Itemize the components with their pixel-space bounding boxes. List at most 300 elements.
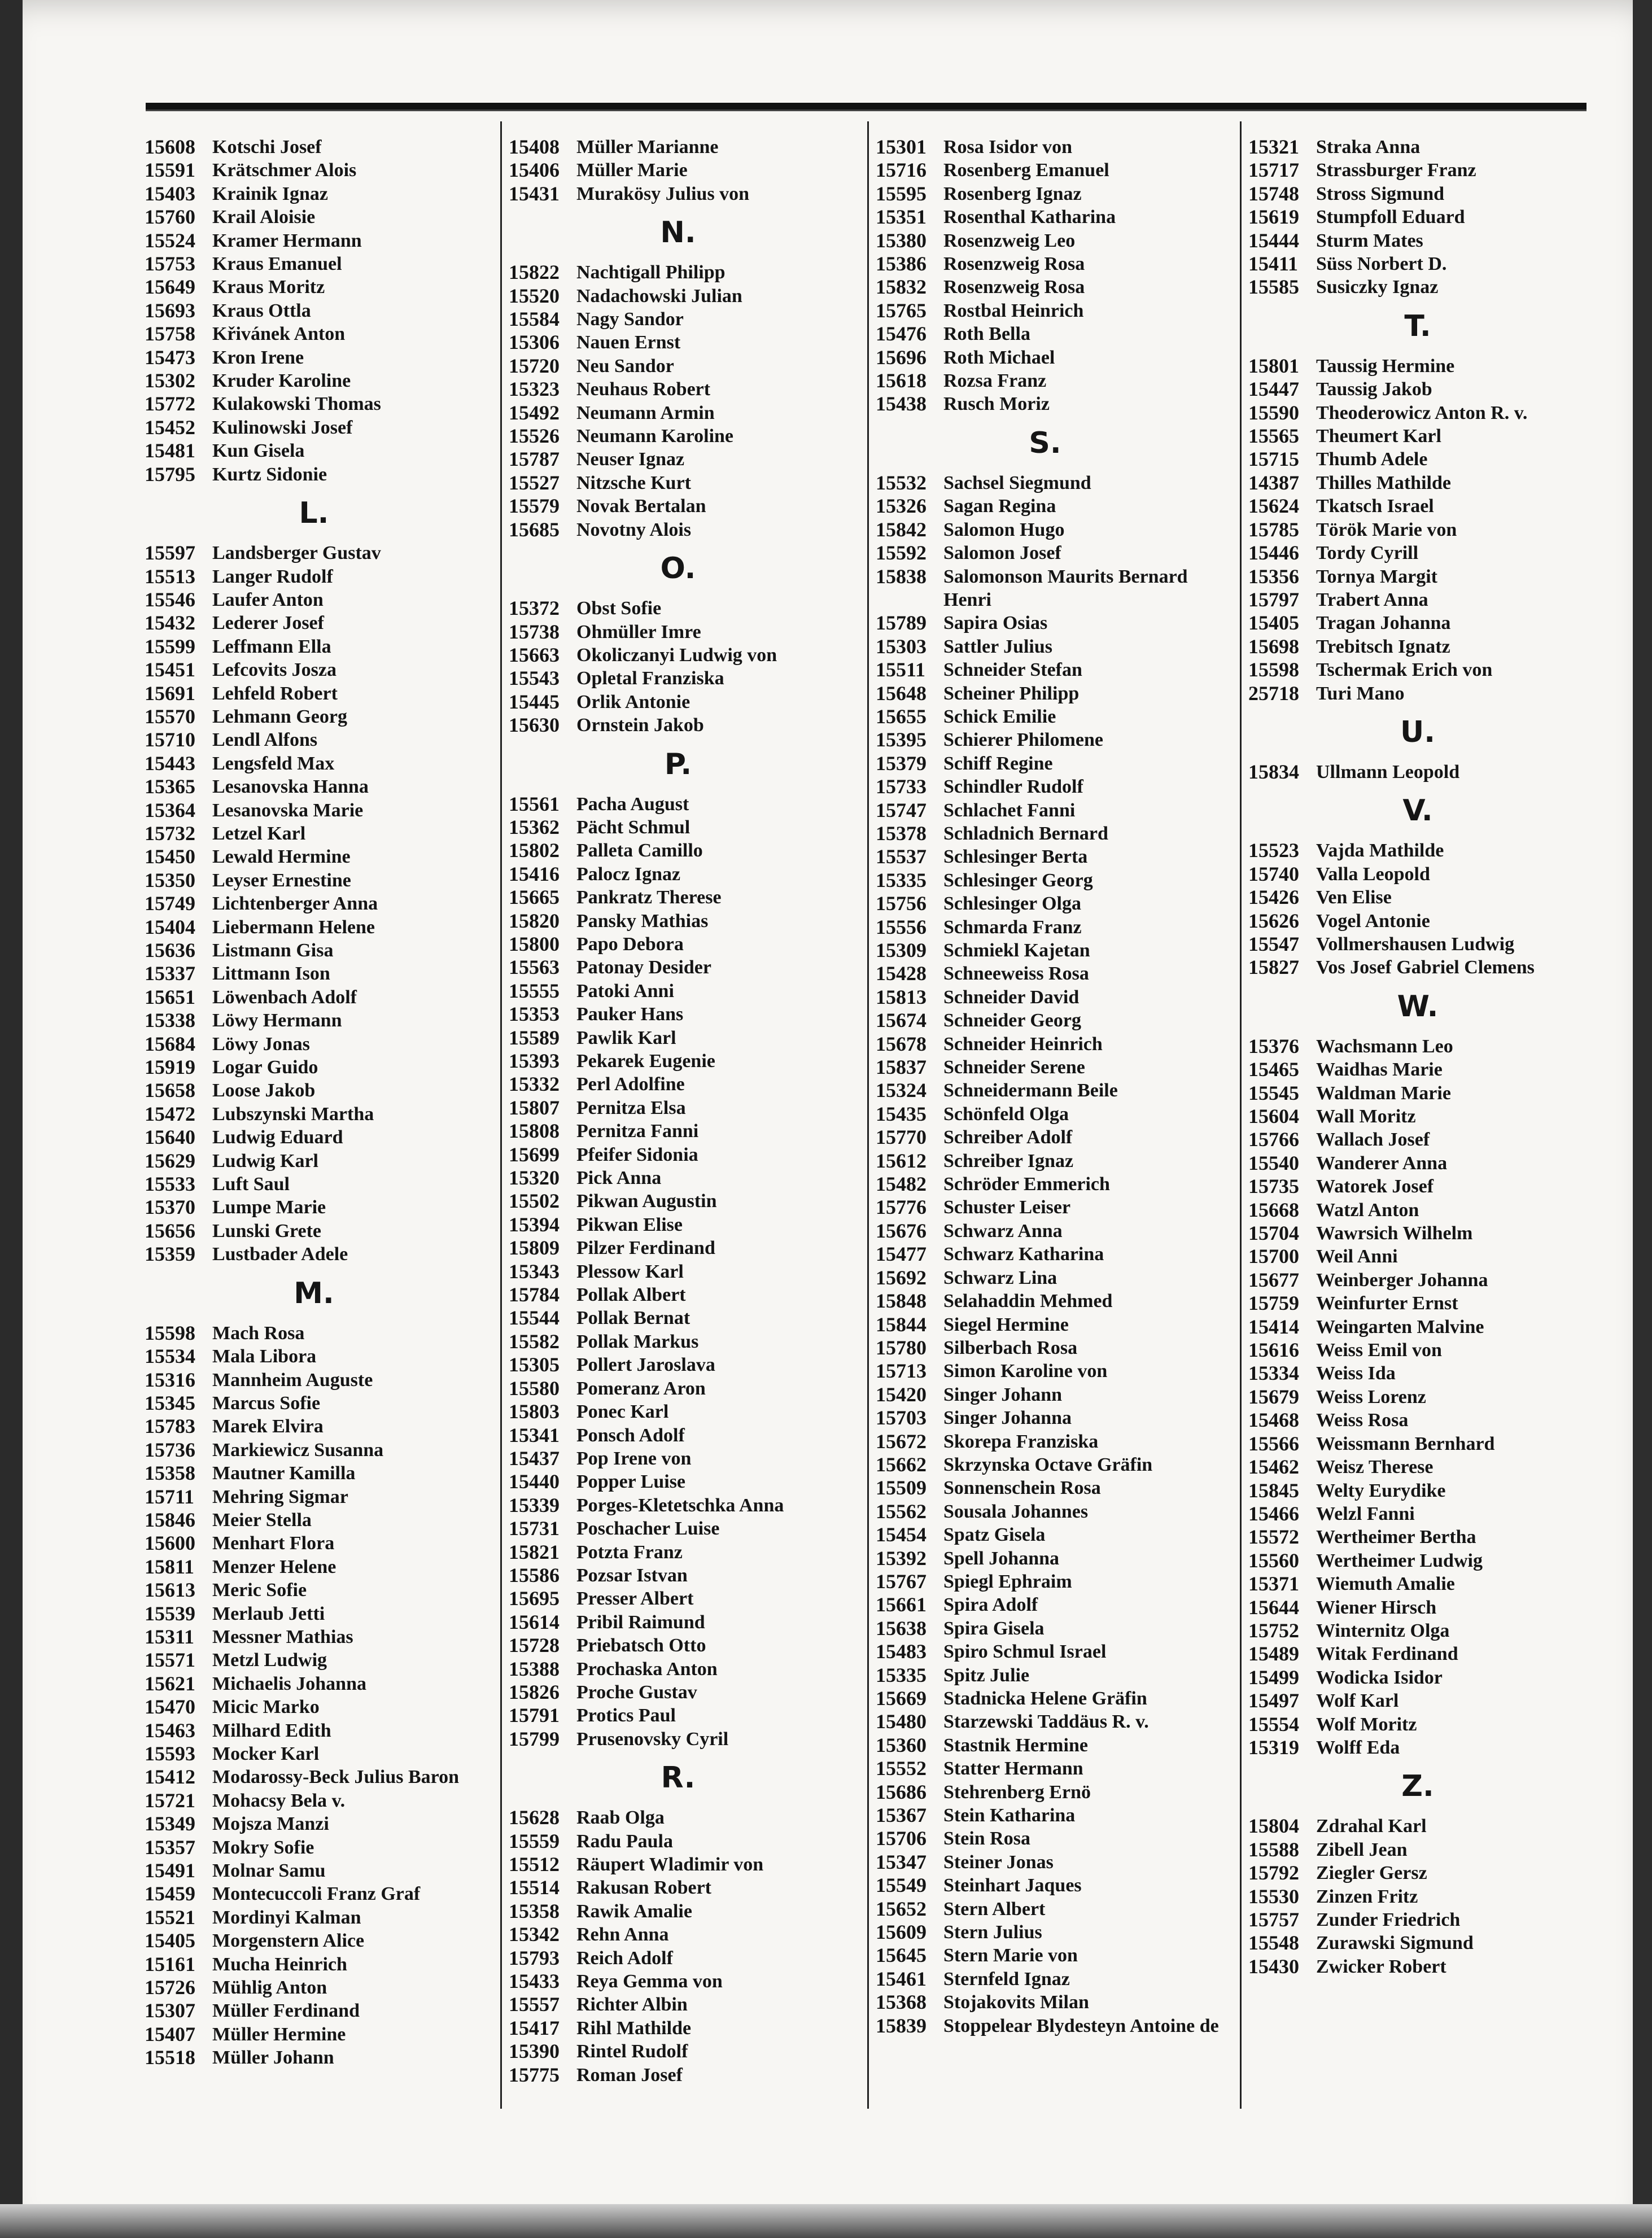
entry-name: Spiro Schmul Israel [943,1641,1107,1663]
section-letter-heading: N. [660,216,696,250]
entry-number: 15713 [876,1360,926,1383]
entry-number: 15845 [1248,1479,1299,1502]
entry-number: 15305 [509,1353,560,1376]
list-entry [145,1999,483,2022]
entry-number: 15446 [1248,541,1299,565]
entry-name: Ohmüller Imre [576,621,701,642]
entry-name: Török Marie von [1316,519,1457,540]
entry-name: Wolff Eda [1316,1737,1400,1758]
entry-name: Montecuccoli Franz Graf [212,1883,421,1905]
list-entry [876,1593,1214,1616]
list-entry [1248,1666,1587,1689]
entry-number: 15350 [145,868,195,891]
list-entry [1248,448,1587,471]
entry-name: Singer Johann [943,1384,1063,1405]
name-column-1 [145,135,483,2070]
entry-number: 15661 [876,1593,926,1616]
list-entry [1248,1736,1587,1759]
list-entry [509,495,847,518]
entry-number: 15480 [876,1710,926,1733]
entry-name: Porges-Kletetschka Anna [576,1494,784,1516]
entry-number: 15588 [1248,1838,1299,1861]
entry-number: 15811 [145,1555,195,1578]
list-entry [509,308,847,331]
list-entry [1248,1175,1587,1198]
entry-number: 15618 [876,369,926,392]
entry-name: Littmann Ison [212,963,330,985]
entry-name: Siegel Hermine [943,1314,1069,1335]
entry-number: 15803 [509,1400,560,1423]
entry-number: 15303 [876,635,926,658]
entry-name: Rakusan Robert [576,1877,711,1899]
list-entry [509,690,847,714]
entry-name: Wertheimer Ludwig [1316,1550,1483,1571]
list-entry [876,611,1214,635]
entry-number: 15443 [145,751,195,775]
entry-name: Sapira Osias [943,613,1048,634]
entry-name: Müller Johann [212,2047,334,2069]
entry-number: 15592 [876,541,926,565]
entry-name: Pollak Markus [576,1331,699,1352]
list-entry [876,869,1214,892]
entry-name: Lederer Josef [212,613,324,634]
list-entry [509,816,847,839]
entry-number: 15698 [1248,635,1299,658]
entry-name: Kraus Ottla [212,300,311,321]
entry-name: Zunder Friedrich [1316,1909,1461,1930]
entry-number: 15561 [509,792,560,815]
entry-name: Pollak Bernat [576,1308,690,1329]
entry-number: 15435 [876,1102,926,1125]
entry-number: 15784 [509,1283,560,1306]
entry-number: 15371 [1248,1572,1299,1596]
entry-name: Pomeranz Aron [576,1378,706,1399]
entry-name: Nadachowski Julian [576,285,742,307]
entry-number: 15795 [145,462,195,486]
entry-number: 15704 [1248,1222,1299,1245]
entry-name: Schönfeld Olga [943,1103,1069,1125]
entry-number: 15677 [1248,1268,1299,1291]
entry-name: Simon Karoline von [943,1361,1108,1382]
entry-number: 15466 [1248,1502,1299,1525]
entry-name: Weiss Lorenz [1316,1386,1426,1408]
entry-number: 15760 [145,206,195,229]
entry-number: 15556 [876,915,926,938]
entry-number: 15759 [1248,1292,1299,1315]
entry-number: 15565 [1248,425,1299,448]
entry-name: Ludwig Karl [212,1150,318,1172]
entry-name: Kruder Karoline [212,370,351,392]
entry-name: Lesanovska Marie [212,799,364,821]
entry-name: Kron Irene [212,347,304,368]
list-entry [1248,588,1587,611]
list-entry [145,635,483,658]
section-letter-heading: Z. [1401,1769,1434,1804]
entry-name: Sattler Julius [943,636,1053,657]
list-entry [876,588,1214,611]
entry-number: 15600 [145,1532,195,1555]
section-letter-heading: P. [664,747,692,781]
entry-number: 15527 [509,471,560,494]
entry-name: Müller Marie [576,160,688,181]
entry-number: 15616 [1248,1339,1299,1362]
entry-number: 15563 [509,956,560,979]
entry-name: Nitzsche Kurt [576,472,692,493]
entry-number: 15437 [509,1446,560,1470]
list-entry [876,565,1214,588]
list-entry [145,588,483,611]
entry-name: Murakösy Julius von [576,183,750,204]
list-entry [876,1687,1214,1710]
entry-number: 15626 [1248,909,1299,932]
entry-name: Trabert Anna [1316,589,1428,610]
entry-number: 15349 [145,1812,195,1835]
list-entry [509,1993,847,2016]
entry-number: 15839 [876,2014,926,2037]
list-entry [509,1806,847,1829]
list-entry [145,565,483,588]
entry-name: Tornya Margit [1316,566,1438,587]
entry-name: Neu Sandor [576,355,674,377]
entry-name: Pick Anna [576,1168,662,1189]
entry-name: Turi Mano [1316,683,1405,704]
list-entry [876,2014,1219,2038]
list-entry [145,276,483,299]
list-entry [145,1719,483,1742]
column-divider [867,121,869,2109]
list-entry [145,775,483,798]
list-entry [145,845,483,868]
entry-name: Schneidermann Beile [943,1080,1118,1101]
entry-name: Metzl Ludwig [212,1650,327,1671]
entry-name: Lustbader Adele [212,1244,348,1265]
list-entry [1248,355,1587,378]
entry-number: 15376 [1248,1034,1299,1057]
entry-name: Palleta Camillo [576,840,703,862]
entry-name: Spira Gisela [943,1618,1044,1639]
entry-name: Stein Katharina [943,1805,1076,1826]
entry-name: Schladnich Bernard [943,823,1108,844]
entry-name: Weinberger Johanna [1316,1269,1488,1291]
entry-name: Stehrenberg Ernö [943,1781,1091,1803]
list-entry [1248,886,1587,909]
list-entry [876,1290,1214,1313]
list-entry [509,1260,847,1283]
entry-name: Rostbal Heinrich [943,300,1084,321]
entry-number: 15672 [876,1430,926,1453]
entry-number: 15679 [1248,1385,1299,1408]
entry-number: 15614 [509,1610,560,1633]
entry-name: Rintel Rudolf [576,2041,688,2062]
entry-name: Marcus Sofie [212,1392,321,1414]
list-entry [876,1570,1214,1593]
entry-number: 15566 [1248,1432,1299,1455]
entry-name: Richter Albin [576,1994,688,2016]
entry-number: 15338 [145,1009,195,1032]
entry-number: 15524 [145,229,195,252]
list-entry [876,635,1214,658]
entry-number: 15770 [876,1126,926,1149]
list-entry [145,541,483,565]
list-entry [509,1096,847,1120]
list-entry [509,2040,847,2063]
entry-name: Rihl Mathilde [576,2017,692,2039]
entry-name: Lehmann Georg [212,706,347,727]
entry-number: 15357 [145,1835,195,1859]
entry-number: 15463 [145,1719,195,1742]
entry-name: Stojakovits Milan [943,1992,1089,2013]
list-entry [145,135,483,159]
entry-name: Wodicka Isidor [1316,1667,1443,1688]
list-entry [509,1728,847,1751]
entry-number: 15335 [876,868,926,891]
entry-name: Ludwig Eduard [212,1127,343,1148]
list-entry [876,1547,1214,1570]
entry-number: 15747 [876,798,926,821]
list-entry [876,1734,1214,1757]
entry-name: Stern Julius [943,1922,1042,1943]
entry-name: Perl Adolfine [576,1074,685,1095]
entry-number: 15735 [1248,1175,1299,1198]
entry-number: 15613 [145,1579,195,1602]
entry-name: Obst Sofie [576,598,662,619]
entry-number: 15388 [509,1657,560,1680]
entry-name: Leyser Ernestine [212,869,351,891]
entry-number: 15651 [145,985,195,1008]
entry-number: 15552 [876,1757,926,1780]
entry-number: 15848 [876,1290,926,1313]
entry-name: Mordinyi Kalman [212,1907,361,1928]
entry-number: 15640 [145,1126,195,1149]
entry-name: Wolf Karl [1316,1690,1399,1712]
entry-number: 15416 [509,862,560,885]
list-entry [145,1695,483,1719]
list-entry [509,1947,847,1970]
section-letter-heading: R. [661,1761,696,1795]
entry-name: Weiss Ida [1316,1363,1396,1384]
entry-name: Pfeifer Sidonia [576,1144,698,1165]
list-entry [876,1453,1214,1476]
list-entry [876,705,1214,728]
list-entry [876,1430,1214,1453]
entry-number: 15477 [876,1243,926,1266]
list-entry [145,1906,483,1929]
entry-name: Messner Mathias [212,1626,353,1647]
entry-number: 15444 [1248,229,1299,252]
list-entry [876,845,1214,868]
entry-name: Wanderer Anna [1316,1152,1448,1174]
entry-number: 15414 [1248,1315,1299,1338]
entry-name: Pekarek Eugenie [576,1051,715,1072]
entry-number: 15512 [509,1853,560,1876]
entry-number: 15364 [145,798,195,821]
entry-number: 15656 [145,1219,195,1242]
entry-name: Mohacsy Bela v. [212,1790,346,1811]
entry-name: Kun Gisela [212,440,305,462]
entry-name: Mala Libora [212,1346,317,1367]
list-entry [145,1219,483,1243]
entry-name: Schierer Philomene [943,729,1103,751]
entry-number: 15580 [509,1376,560,1400]
list-entry [1248,541,1587,565]
entry-number: 15674 [876,1009,926,1032]
entry-name: Sturm Mates [1316,230,1423,251]
entry-name: Mojsza Manzi [212,1813,329,1835]
entry-name: Potzta Franz [576,1541,683,1563]
entry-number: 15559 [509,1829,560,1852]
entry-name: Müller Marianne [576,137,719,158]
entry-name: Menzer Helene [212,1556,336,1577]
entry-name: Strassburger Franz [1316,160,1476,181]
list-entry [876,775,1214,798]
entry-number: 15332 [509,1073,560,1096]
list-entry [145,1243,483,1266]
entry-name: Schlachet Fanni [943,799,1076,821]
entry-name: Papo Debora [576,933,684,955]
entry-number: 15791 [509,1704,560,1727]
entry-number: 15717 [1248,159,1299,182]
list-entry [145,658,483,681]
entry-name: Stern Marie von [943,1945,1078,1966]
entry-name: Rozsa Franz [943,370,1047,392]
list-entry [145,986,483,1009]
entry-name: Roth Michael [943,347,1055,368]
list-entry [509,1166,847,1190]
entry-name: Löwy Jonas [212,1033,310,1055]
list-entry [509,1517,847,1540]
entry-name: Rosenzweig Rosa [943,277,1085,298]
entry-number: 15412 [145,1765,195,1789]
entry-number: 15736 [145,1438,195,1461]
list-entry [145,1462,483,1485]
entry-name: Vollmershausen Ludwig [1316,933,1515,955]
list-entry [1248,276,1587,299]
list-entry [145,1953,483,1976]
entry-name: Schuster Leiser [943,1197,1071,1218]
entry-number: 15459 [145,1882,195,1905]
entry-number: 15766 [1248,1128,1299,1151]
list-entry [1248,1245,1587,1268]
list-entry [509,714,847,737]
entry-name: Priebatsch Otto [576,1635,706,1656]
entry-name: Pozsar Istvan [576,1564,688,1586]
entry-number: 15844 [876,1313,926,1336]
entry-number: 15716 [876,159,926,182]
entry-name: Markiewicz Susanna [212,1439,384,1461]
entry-number: 15394 [509,1213,560,1236]
entry-name: Stein Rosa [943,1828,1030,1850]
list-entry [876,1149,1214,1173]
entry-number: 15555 [509,979,560,1002]
list-entry [509,261,847,284]
section-letter-heading: S. [1029,426,1061,460]
entry-name: Pächt Schmul [576,816,690,838]
list-entry [876,892,1214,915]
list-entry [1248,1549,1587,1572]
list-entry [509,956,847,979]
entry-name: Singer Johanna [943,1408,1072,1429]
entry-name: Weingarten Malvine [1316,1316,1484,1337]
entry-name: Opletal Franziska [576,668,724,689]
entry-name: Zinzen Fritz [1316,1886,1418,1907]
list-entry [509,2064,847,2087]
entry-name: Rehn Anna [576,1924,669,1946]
list-entry [145,1672,483,1695]
entry-name: Lesanovska Hanna [212,776,369,798]
list-entry [1248,863,1587,886]
list-entry [145,1126,483,1149]
entry-name: Skorepa Franziska [943,1431,1099,1452]
entry-name: Pernitza Elsa [576,1097,686,1118]
list-entry [1248,1955,1587,1978]
entry-name: Mach Rosa [212,1322,305,1344]
list-entry [876,1406,1214,1430]
entry-number: 15470 [145,1695,195,1719]
entry-name: Rosenberg Emanuel [943,160,1109,181]
entry-number: 15537 [876,845,926,868]
entry-number: 15520 [509,284,560,307]
entry-number: 15752 [1248,1619,1299,1642]
entry-name: Wallach Josef [1316,1129,1430,1151]
entry-number: 15483 [876,1640,926,1663]
entry-name: Schneeweiss Rosa [943,963,1089,985]
entry-name: Spatz Gisela [943,1524,1046,1546]
entry-name: Nagy Sandor [576,309,684,330]
entry-name: Schwarz Lina [943,1267,1057,1288]
entry-name: Proche Gustav [576,1681,697,1703]
list-entry [145,1789,483,1812]
list-entry [509,2017,847,2040]
entry-number: 15390 [509,2040,560,2063]
entry-number: 15691 [145,681,195,705]
list-entry [1248,1619,1587,1642]
entry-name: Weil Anni [1316,1246,1398,1267]
list-entry [145,1149,483,1173]
entry-name: Theoderowicz Anton R. v. [1316,402,1528,423]
list-entry [876,1219,1214,1243]
entry-name: Vos Josef Gabriel Clemens [1316,957,1535,978]
section-letter-heading: W. [1397,989,1439,1024]
list-entry [876,752,1214,775]
entry-number: 15365 [145,775,195,798]
entry-name: Popper Luise [576,1471,686,1493]
list-entry [876,1991,1214,2014]
entry-name: Schreiber Adolf [943,1127,1073,1148]
entry-number: 15326 [876,495,926,518]
entry-name: Liebermann Helene [212,916,375,938]
entry-number: 15334 [1248,1362,1299,1385]
entry-name: Schneider Georg [943,1010,1081,1031]
entry-name: Loose Jakob [212,1080,316,1101]
list-entry [509,1073,847,1096]
list-entry [509,1830,847,1853]
entry-number: 15370 [145,1196,195,1219]
entry-number: 15534 [145,1345,195,1368]
entry-name: Presser Albert [576,1588,694,1610]
entry-number: 15644 [1248,1596,1299,1619]
list-entry [509,401,847,425]
entry-number: 15589 [509,1026,560,1049]
list-entry [145,705,483,728]
entry-name: Stross Sigmund [1316,183,1445,204]
list-entry [509,355,847,378]
entry-number: 15554 [1248,1712,1299,1736]
entry-number: 15757 [1248,1908,1299,1931]
entry-number: 15658 [145,1079,195,1102]
entry-name: Modarossy-Beck Julius Baron [212,1767,460,1788]
entry-number: 15800 [509,932,560,955]
entry-number: 15420 [876,1383,926,1406]
